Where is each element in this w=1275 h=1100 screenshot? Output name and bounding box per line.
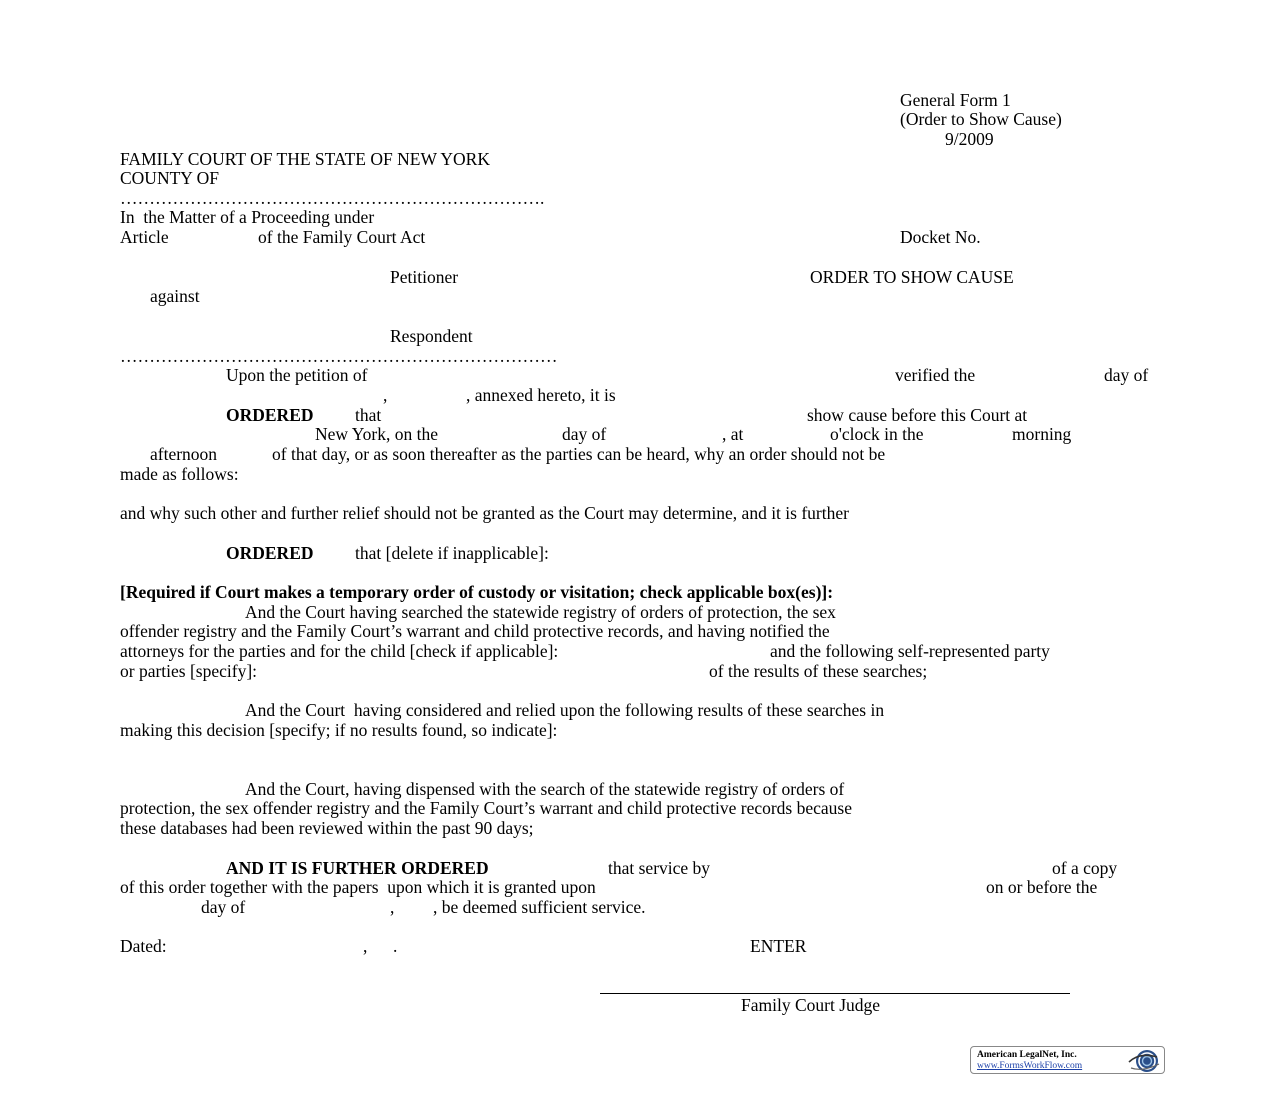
article-rest: of the Family Court Act — [258, 227, 426, 247]
search-p2-line2: making this decision [specify; if no results found, so indicate]: — [120, 720, 558, 740]
search-p1-line3a: attorneys for the parties and for the child [check if applicable]: — [120, 641, 559, 661]
dotted-rule-top: ………………………………………………………………. — [120, 188, 545, 208]
day-of-text-2: day of — [562, 424, 607, 444]
on-or-before-text: on or before the — [986, 877, 1098, 897]
search-p1-line4b: of the results of these searches; — [709, 661, 928, 681]
document-title: ORDER TO SHOW CAUSE — [810, 267, 1014, 287]
search-p3-line3: these databases had been reviewed within the past 90 days; — [120, 818, 534, 838]
enter-label: ENTER — [750, 936, 807, 956]
county-label: COUNTY OF — [120, 168, 220, 188]
sufficient-service-text: , be deemed sufficient service. — [433, 897, 646, 917]
ordered-label-2: ORDERED — [226, 543, 314, 563]
afternoon-text: afternoon — [150, 444, 218, 464]
form-name: General Form 1 — [900, 90, 1011, 110]
dated-label: Dated: — [120, 936, 167, 956]
form-date: 9/2009 — [945, 129, 994, 149]
delete-inapplicable-text: that [delete if inapplicable]: — [355, 543, 549, 563]
ordered-label: ORDERED — [226, 405, 314, 425]
dotted-rule-bottom: ………………………………………………………………… — [120, 346, 558, 366]
signature-line — [600, 993, 1070, 994]
copy-text: of a copy — [1052, 858, 1118, 878]
globe-icon — [1127, 1048, 1161, 1074]
service-by-text: that service by — [608, 858, 711, 878]
search-p3-line2: protection, the sex offender registry and the Family Court’s warrant and child protective records because — [120, 798, 853, 818]
new-york-text: New York, on the — [315, 424, 438, 444]
that-day-text: of that day, or as soon thereafter as the parties can be heard, why an order should not be — [272, 444, 886, 464]
further-ordered-label: AND IT IS FURTHER ORDERED — [226, 858, 489, 878]
at-text: , at — [722, 424, 744, 444]
search-p3-line1: And the Court, having dispensed with the search of the statewide registry of orders of — [245, 779, 845, 799]
verified-text: verified the — [895, 365, 976, 385]
american-legalnet-logo[interactable] — [970, 1046, 1165, 1074]
form-description: (Order to Show Cause) — [900, 109, 1062, 129]
docket-label: Docket No. — [900, 227, 981, 247]
judge-label: Family Court Judge — [741, 995, 881, 1015]
against-label: against — [150, 286, 200, 306]
search-p1-line2: offender registry and the Family Court’s warrant and child protective records, and having notified the — [120, 621, 830, 641]
search-p2-line1: And the Court having considered and relied upon the following results of these searches in — [245, 700, 885, 720]
day-of-text: day of — [1104, 365, 1149, 385]
dated-period: . — [393, 936, 398, 956]
annexed-text: , annexed hereto, it is — [466, 385, 616, 405]
logo-company: American LegalNet, Inc. — [977, 1050, 1077, 1060]
as-follows-text: made as follows: — [120, 464, 239, 484]
day-of-text-3: day of — [201, 897, 246, 917]
required-heading: [Required if Court makes a temporary order of custody or visitation; check applicable box(es)]: — [120, 582, 834, 602]
petition-text: Upon the petition of — [226, 365, 368, 385]
dated-comma: , — [363, 936, 368, 956]
show-cause-text: show cause before this Court at — [807, 405, 1028, 425]
logo-url-link[interactable]: www.FormsWorkFlow.com — [977, 1061, 1083, 1071]
search-p1-line3b: and the following self-represented party — [770, 641, 1050, 661]
search-p1-line4a: or parties [specify]: — [120, 661, 258, 681]
petitioner-label: Petitioner — [390, 267, 459, 287]
papers-text: of this order together with the papers upon which it is granted upon — [120, 877, 596, 897]
article-label: Article — [120, 227, 169, 247]
morning-text: morning — [1012, 424, 1072, 444]
comma-text-2: , — [390, 897, 395, 917]
ordered-that: that — [355, 405, 382, 425]
court-name: FAMILY COURT OF THE STATE OF NEW YORK — [120, 149, 490, 169]
comma-text: , — [383, 385, 388, 405]
search-p1-line1: And the Court having searched the statewide registry of orders of protection, the sex — [245, 602, 836, 622]
matter-line: In the Matter of a Proceeding under — [120, 207, 375, 227]
further-relief-text: and why such other and further relief should not be granted as the Court may determine, and it is further — [120, 503, 849, 523]
oclock-text: o'clock in the — [830, 424, 924, 444]
respondent-label: Respondent — [390, 326, 473, 346]
